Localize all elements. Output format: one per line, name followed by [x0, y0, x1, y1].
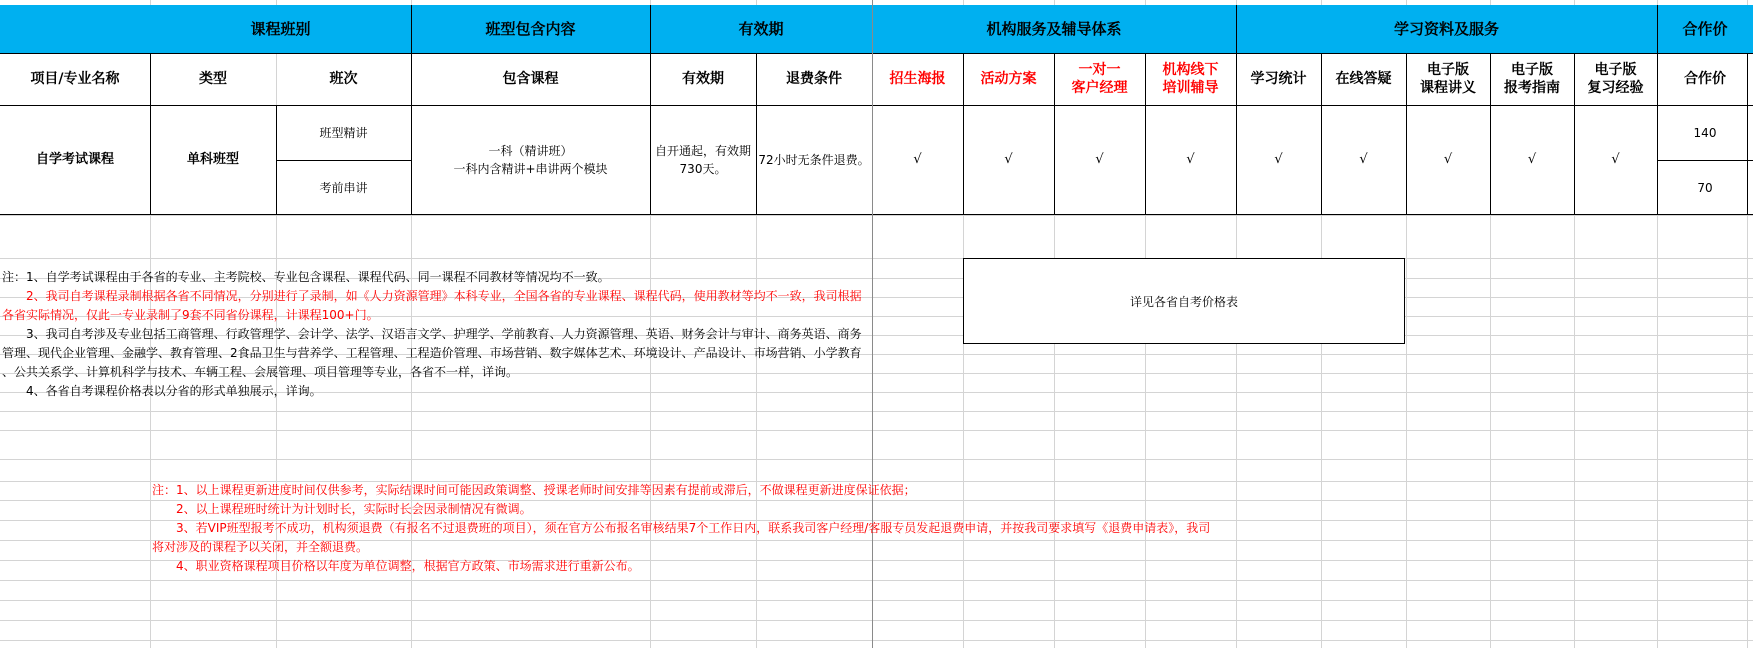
subheader-manager-line1: 一对一: [1078, 62, 1121, 78]
header-materials: 学习资料及服务: [1236, 5, 1657, 53]
subheader-project: 项目/专业名称: [30, 71, 120, 87]
subheader-review-line2: 复习经验: [1587, 80, 1644, 96]
subheader-ebook: [1406, 53, 1490, 105]
row-refund: 72小时无条件退费。: [758, 153, 870, 167]
subheader-class: 班次: [329, 71, 358, 87]
subheader-activity: 活动方案: [980, 71, 1037, 87]
row-courses-line1: 一科（精讲班）: [488, 144, 573, 158]
note2-line-5: 4、职业资格课程项目价格以年度为单位调整，根据官方政策、市场需求进行重新公布。: [152, 559, 640, 573]
header-content: 班型包含内容: [411, 5, 650, 53]
note1-line-4: 3、我司自考涉及专业包括工商管理、行政管理学、会计学、法学、汉语言文学、护理学、学前教育、人力资源管理、英语、财务会计与审计、商务英语、商务: [2, 327, 862, 341]
subheader-validity: 有效期: [682, 71, 724, 87]
note1-line-2: 2、我司自考课程录制根据各省不同情况，分别进行了录制，如《人力资源管理》本科专业，全国各省的专业课程、课程代码，使用教材等均不一致，我司根据: [2, 289, 862, 303]
header-services: 机构服务及辅导体系: [872, 5, 1236, 53]
header-price: 合作价: [1657, 5, 1753, 53]
note1-line-6: 、公共关系学、计算机科学与技术、车辆工程、会展管理、项目管理等专业，各省不一样，详询。: [2, 365, 519, 379]
row-price-1: 140: [1693, 125, 1717, 140]
check-offline: √: [1186, 152, 1195, 167]
row-validity: [650, 105, 756, 215]
header-blank-cell: [0, 5, 150, 53]
subheader-guide-line2: 报考指南: [1504, 80, 1560, 96]
check-poster: √: [913, 152, 922, 167]
row-validity-line1: 自开通起，有效期: [654, 144, 751, 158]
row-courses: [411, 105, 650, 215]
subheader-stats: 学习统计: [1250, 71, 1307, 87]
row-courses-line2: 一科内含精讲+串讲两个模块: [453, 162, 608, 176]
subheader-ebook-line1: 电子版: [1427, 62, 1469, 78]
subheader-poster: 招生海报: [889, 71, 946, 87]
note2-line-3: 3、若VIP班型报考不成功，机构须退费（有报名不过退费班的项目），须在官方公布报名审核结果7个工作日内，联系我司客户经理/客服专员发起退费申请，并按我司要求填写《退费申请表》，我司: [152, 521, 1211, 535]
subheader-answer: 在线答疑: [1335, 71, 1392, 87]
subheader-offline-line2: 培训辅导: [1162, 80, 1219, 96]
subheader-type: 类型: [199, 71, 227, 87]
note1-line-3: 各省实际情况，仅此一专业录制了9套不同省份课程，计课程100+门。: [2, 308, 379, 322]
row-validity-line2: 730天。: [679, 162, 727, 176]
subheader-manager-line2: 客户经理: [1071, 80, 1128, 96]
subheader-ebook-line2: 课程讲义: [1420, 80, 1476, 96]
header-validity: 有效期: [650, 5, 872, 53]
subheader-refund: 退费条件: [786, 71, 842, 87]
subheader-courses: 包含课程: [502, 71, 559, 87]
subheader-offline-line1: 机构线下: [1162, 62, 1219, 78]
row-project: 自学考试课程: [35, 152, 114, 167]
check-review: √: [1611, 152, 1620, 167]
note2-line-4: 将对涉及的课程予以关闭，并全额退费。: [152, 540, 369, 554]
subheader-review-line1: 电子版: [1594, 62, 1637, 78]
note1-line-7: 4、各省自考课程价格表以分省的形式单独展示，详询。: [2, 384, 322, 398]
check-ebook: √: [1443, 152, 1453, 167]
check-manager: √: [1095, 152, 1104, 167]
check-answer: √: [1359, 152, 1368, 167]
subheader-offline: [1145, 53, 1236, 105]
row-class-1: 班型精讲: [319, 125, 368, 140]
notes-block-2: [152, 481, 1210, 576]
notes-block-1: [2, 268, 862, 401]
subheader-guide: [1490, 53, 1574, 105]
note2-line-1: 注：1、以上课程更新进度时间仅供参考，实际结课时间可能因政策调整、授课老师时间安排等因素有提前或滞后，不做课程更新进度保证依据；: [152, 483, 916, 497]
subheader-price: 合作价: [1684, 71, 1726, 87]
subheader-review: [1574, 53, 1657, 105]
note1-line-1: 注：1、自学考试课程由于各省的专业、主考院校、专业包含课程、课程代码、同一课程不同教材等情况均不一致。: [2, 270, 610, 284]
subheader-guide-line1: 电子版: [1511, 62, 1553, 78]
price-reference-box: 详见各省自考价格表: [963, 258, 1405, 344]
check-stats: √: [1274, 152, 1283, 167]
note2-line-2: 2、以上课程班时统计为计划时长，实际时长会因录制情况有微调。: [152, 502, 532, 516]
row-price-2: 70: [1697, 180, 1713, 195]
subheader-manager: [1054, 53, 1145, 105]
note1-line-5: 管理、现代企业管理、金融学、教育管理、2食品卫生与营养学、工程管理、工程造价管理、市场营销、数字媒体艺术、环境设计、产品设计、市场营销、小学教育: [2, 346, 862, 360]
row-type: 单科班型: [186, 152, 239, 167]
check-activity: √: [1004, 152, 1013, 167]
check-guide: √: [1527, 152, 1537, 167]
header-course-type: 课程班别: [150, 5, 411, 53]
row-class-2: 考前串讲: [319, 180, 368, 195]
